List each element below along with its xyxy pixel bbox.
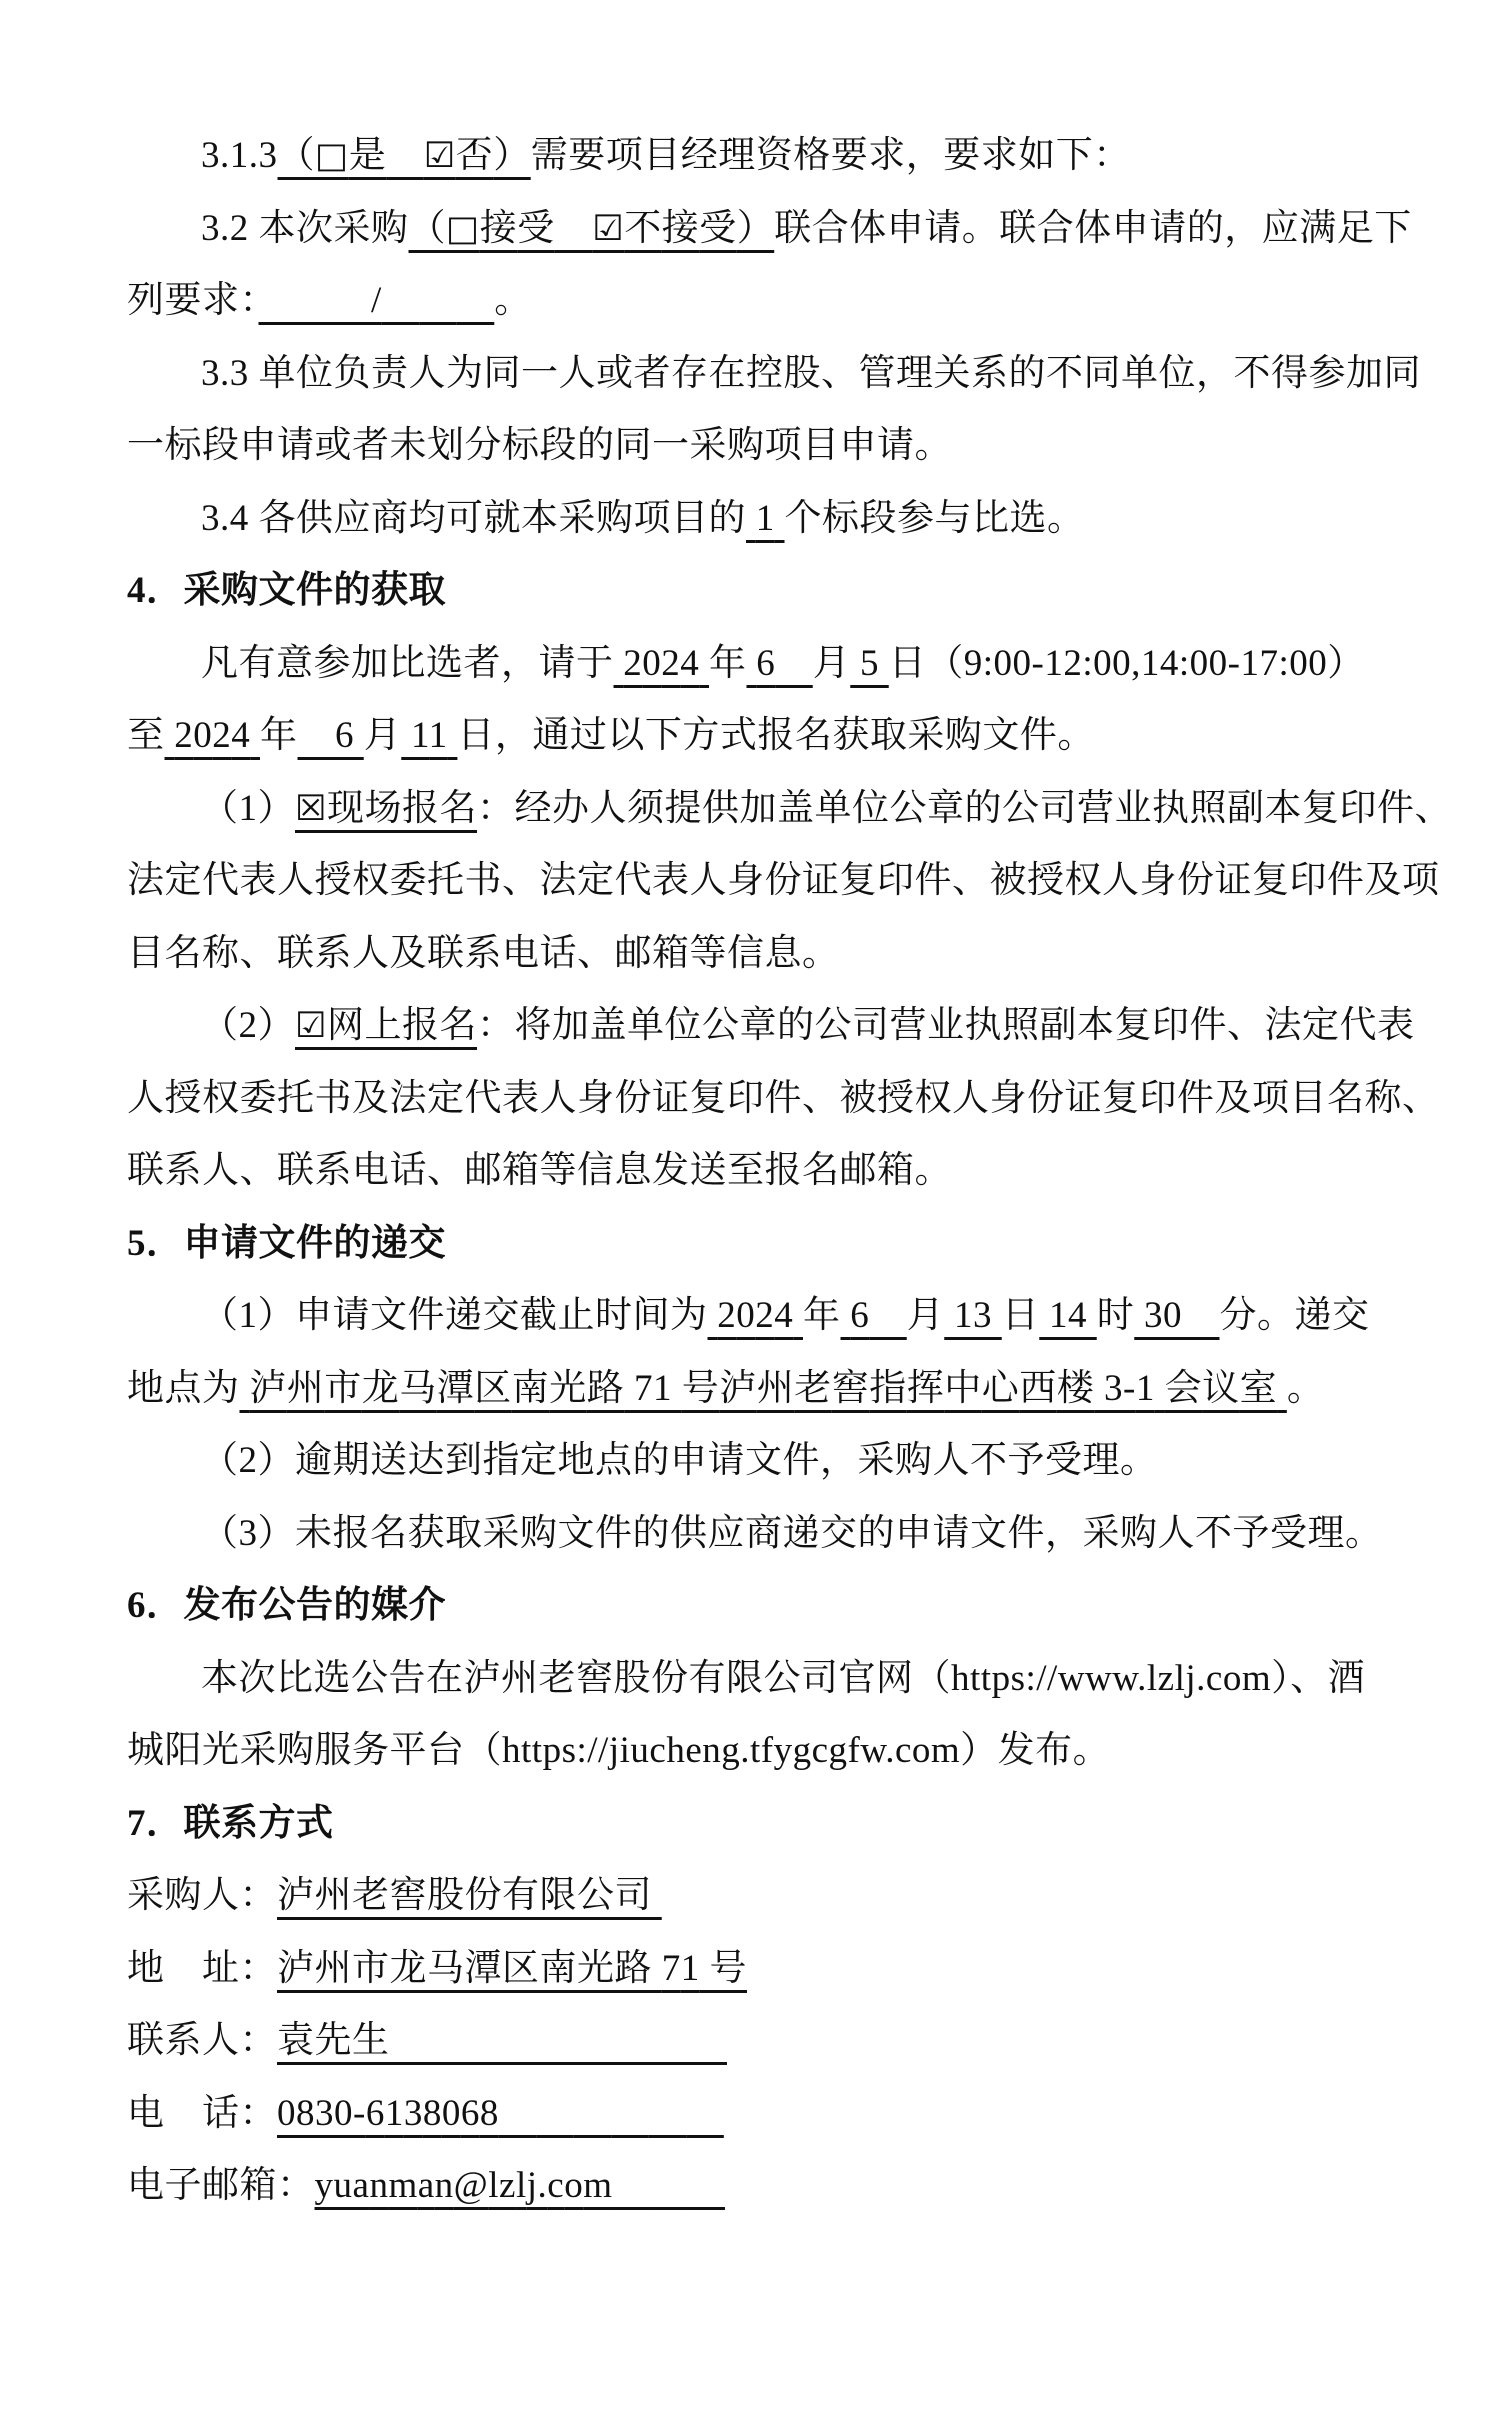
- text-segment: 日: [1001, 1295, 1040, 1336]
- text-segment: 3.1.3: [201, 135, 278, 176]
- text-segment: 法定代表人授权委托书、法定代表人身份证复印件、被授权人身份证复印件及项: [127, 860, 1440, 901]
- underlined-text-segment: 6: [850, 1295, 870, 1336]
- contact-person: [127, 2005, 1427, 2078]
- text-segment: 至: [127, 715, 165, 756]
- text-segment: ：经办人须提供加盖单位公章的公司营业执照副本复印件、: [477, 787, 1453, 829]
- heading-section-7: [127, 1788, 1427, 1861]
- underlined-text-segment: 泸州老窖股份有限公司: [277, 1875, 652, 1916]
- underlined-text-segment: （□是 ☑否）: [277, 135, 531, 176]
- heading-section-5: [127, 1208, 1427, 1281]
- text-segment: 联合体申请。联合体申请的，应满足下: [774, 207, 1412, 249]
- item-online-registration-line-3: [127, 1135, 1427, 1208]
- item-5-3: [127, 1498, 1427, 1571]
- text-segment: 凡有意参加比选者，请于: [201, 642, 614, 684]
- underlined-text-segment: 2024: [717, 1295, 794, 1336]
- item-5-2: [127, 1425, 1427, 1498]
- item-onsite-registration-line-3: [127, 918, 1427, 991]
- item-onsite-registration-line-2: [127, 845, 1440, 918]
- text-segment: 需要项目经理资格要求，要求如下：: [530, 135, 1131, 176]
- text-segment: 月: [812, 642, 851, 684]
- underlined-text-segment: 6: [335, 715, 354, 756]
- item-5-1-line-1: [127, 1280, 1427, 1353]
- clause-3-3-line-2: [127, 410, 1427, 483]
- checkbox-checked-icon: ☑: [295, 1005, 328, 1046]
- text-segment: （2）: [201, 1005, 295, 1046]
- text-segment: 城阳光采购服务平台（https://jiucheng.tfygcgfw.com）发布。: [127, 1730, 1111, 1771]
- text-segment: 电 话：: [127, 2092, 277, 2134]
- clause-3-2-line-1: [127, 193, 1427, 266]
- text-segment: 地点为: [127, 1367, 240, 1409]
- underlined-text-segment: 1: [755, 497, 775, 539]
- item-online-registration-line-2: [127, 1063, 1440, 1136]
- underlined-text-segment: 6: [756, 642, 776, 684]
- section-6-para-line-2: [127, 1715, 1427, 1788]
- underlined-text-segment: 14: [1049, 1295, 1087, 1336]
- text-segment: 月: [906, 1295, 945, 1336]
- checkbox-unchecked-icon: □: [315, 135, 349, 176]
- underlined-text-segment: yuanman@lzlj.com: [314, 2165, 613, 2206]
- text-segment: 采购人：: [127, 1875, 277, 1916]
- text-segment: 7．联系方式: [127, 1802, 334, 1844]
- text-segment: （3）未报名获取采购文件的供应商递交的申请文件，采购人不予受理。: [201, 1512, 1383, 1554]
- text-segment: 日（9:00-12:00,14:00-17:00）: [888, 642, 1365, 684]
- heading-section-4: [127, 555, 1427, 628]
- text-segment: 3.2 本次采购: [201, 207, 409, 249]
- section-4-para-line-1: [127, 628, 1427, 701]
- text-segment: 3.3 单位负责人为同一人或者存在控股、管理关系的不同单位，不得参加同: [201, 352, 1421, 394]
- text-segment: 月: [363, 715, 402, 756]
- text-segment: 。: [494, 280, 532, 321]
- underlined-text-segment: 11: [411, 715, 448, 756]
- clause-3-1-3: [127, 120, 1427, 193]
- text-segment: 6．发布公告的媒介: [127, 1585, 446, 1626]
- text-segment: （1）申请文件递交截止时间为: [201, 1295, 708, 1336]
- text-segment: （2）逾期送达到指定地点的申请文件，采购人不予受理。: [201, 1440, 1158, 1481]
- text-segment: 4．采购文件的获取: [127, 570, 446, 611]
- text-segment: 日，通过以下方式报名获取采购文件。: [457, 715, 1095, 756]
- underlined-text-segment: 5: [860, 642, 879, 684]
- underlined-text-segment: 13: [954, 1295, 992, 1336]
- text-segment: 目名称、联系人及联系电话、邮箱等信息。: [127, 932, 840, 974]
- text-segment: 分。递交: [1219, 1295, 1370, 1336]
- item-5-1-line-2: [127, 1353, 1427, 1426]
- underlined-text-segment: 2024: [623, 642, 700, 684]
- text-segment: 年: [709, 642, 747, 684]
- text-segment: 年: [803, 1295, 841, 1336]
- contact-phone: [127, 2078, 1427, 2151]
- text-segment: 5．申请文件的递交: [127, 1222, 446, 1264]
- text-segment: 个标段参与比选。: [784, 497, 1085, 539]
- section-6-para-line-1: [127, 1643, 1427, 1716]
- checkbox-checked-icon: ☑: [423, 135, 456, 176]
- underlined-text-segment: ☑网上报名: [295, 1005, 478, 1046]
- document-body: [127, 120, 1453, 2223]
- checkbox-x-icon: ☒: [295, 787, 328, 829]
- text-segment: 本次比选公告在泸州老窖股份有限公司官网（https://www.lzlj.com）、酒: [201, 1657, 1366, 1699]
- text-segment: ：将加盖单位公章的公司营业执照副本复印件、法定代表: [477, 1005, 1415, 1046]
- underlined-text-segment: /: [371, 280, 382, 321]
- text-segment: 联系人：: [127, 2020, 277, 2061]
- text-segment: 3.4 各供应商均可就本采购项目的: [201, 497, 746, 539]
- text-segment: 时: [1096, 1295, 1135, 1336]
- underlined-text-segment: 30: [1144, 1295, 1182, 1336]
- text-segment: （1）: [201, 787, 295, 829]
- clause-3-4: [127, 483, 1427, 556]
- text-segment: 人授权委托书及法定代表人身份证复印件、被授权人身份证复印件及项目名称、: [127, 1077, 1440, 1119]
- text-segment: 电子邮箱：: [127, 2165, 315, 2206]
- underlined-text-segment: 0830-6138068: [277, 2092, 499, 2134]
- text-segment: 地 址：: [127, 1947, 277, 1989]
- clause-3-3-line-1: [127, 338, 1427, 411]
- underlined-text-segment: 2024: [174, 715, 251, 756]
- text-segment: 列要求：: [127, 280, 259, 321]
- contact-address: [127, 1933, 1427, 2006]
- underlined-text-segment: （□接受 ☑不接受）: [408, 207, 775, 249]
- text-segment: 联系人、联系电话、邮箱等信息发送至报名邮箱。: [127, 1150, 952, 1191]
- text-segment: 一标段申请或者未划分标段的同一采购项目申请。: [127, 425, 952, 466]
- checkbox-checked-icon: ☑: [592, 207, 625, 249]
- underlined-text-segment: 泸州市龙马潭区南光路 71 号泸州老窖指挥中心西楼 3-1 会议室: [249, 1367, 1278, 1409]
- underlined-text-segment: ☒现场报名: [295, 787, 478, 829]
- underlined-text-segment: 泸州市龙马潭区南光路 71 号: [277, 1947, 747, 1989]
- contact-email: [127, 2150, 1427, 2223]
- item-onsite-registration-line-1: [127, 773, 1453, 846]
- text-segment: 。: [1286, 1367, 1325, 1409]
- heading-section-6: [127, 1570, 1427, 1643]
- clause-3-2-line-2: [127, 265, 1427, 338]
- checkbox-unchecked-icon: □: [446, 207, 480, 249]
- text-segment: 年: [260, 715, 298, 756]
- item-online-registration-line-1: [127, 990, 1427, 1063]
- underlined-text-segment: 袁先生: [277, 2020, 390, 2061]
- section-4-para-line-2: [127, 700, 1427, 773]
- contact-purchaser: [127, 1860, 1427, 1933]
